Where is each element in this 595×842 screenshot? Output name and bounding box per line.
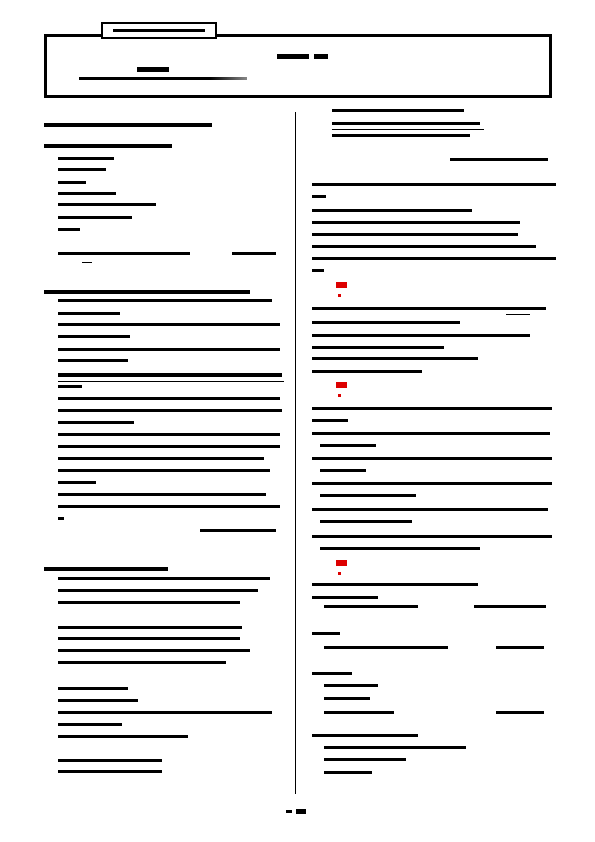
header-rule [79,77,247,80]
answer-2 [200,529,276,532]
answer-marker [336,382,347,388]
answer-marker [336,282,347,288]
heading-1 [44,123,212,127]
page-number [282,809,312,815]
header-title [277,54,309,59]
column-divider [295,112,296,794]
section-tab [101,22,217,39]
header-box [44,34,552,98]
reference-line [450,158,548,161]
answer-marker [336,560,347,566]
header-subtitle [137,67,169,72]
